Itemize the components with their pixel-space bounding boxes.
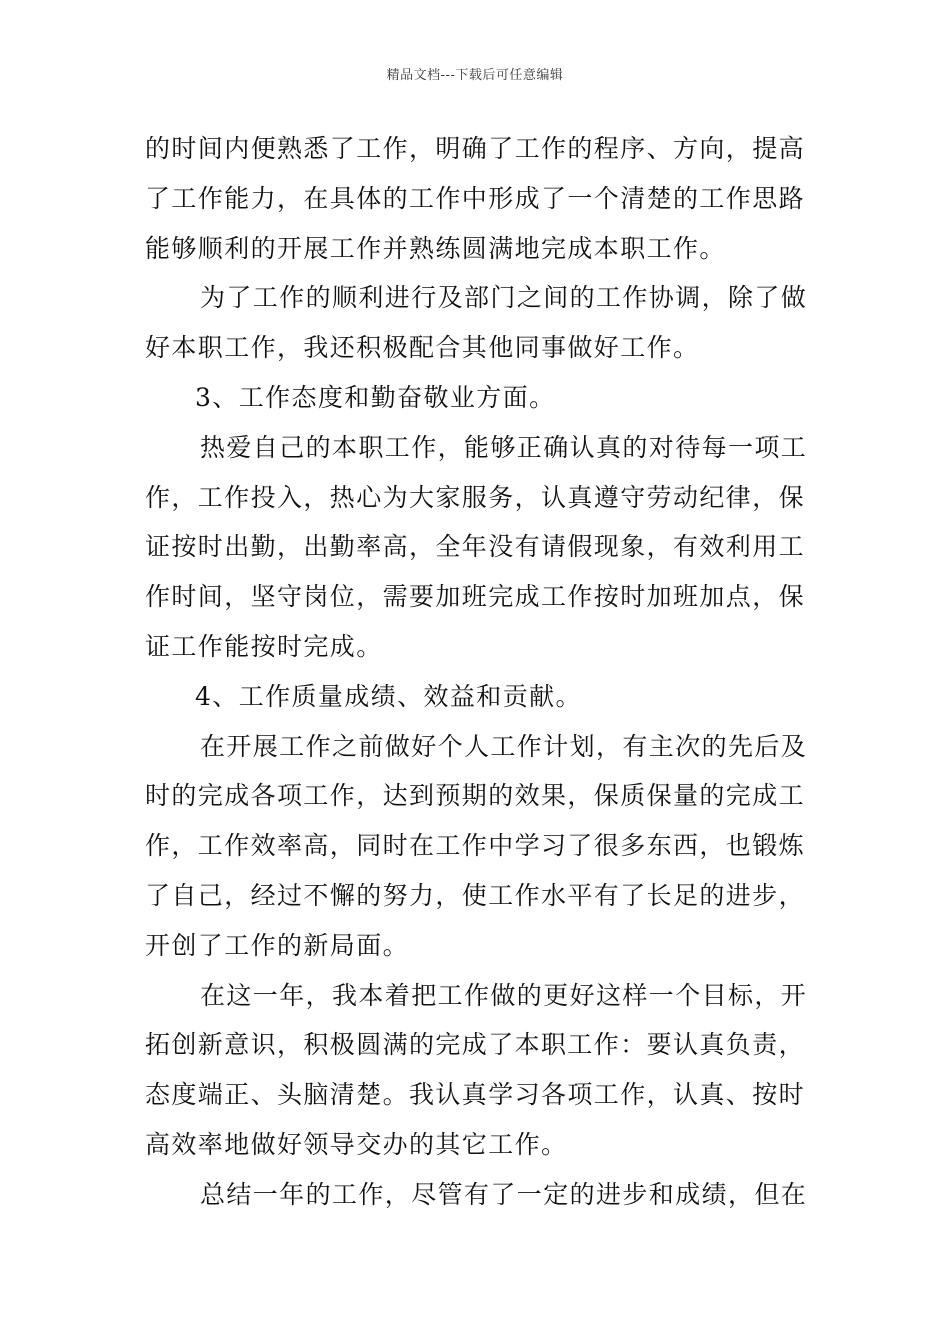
- text-line: 证工作能按时完成。: [145, 631, 383, 661]
- text-line: 了自己，经过不懈的努力，使工作水平有了长足的进步，: [145, 880, 806, 910]
- section-heading: 3、工作态度和勤奋敬业方面。: [195, 382, 556, 412]
- text-line: 证按时出勤，出勤率高，全年没有请假现象，有效利用工: [145, 532, 806, 562]
- text-line: 了工作能力，在具体的工作中形成了一个清楚的工作思路: [145, 183, 806, 213]
- text-line: 时的完成各项工作，达到预期的效果，保质保量的完成工: [145, 781, 806, 811]
- text-line: 高效率地做好领导交办的其它工作。: [145, 1129, 568, 1159]
- section-heading: 4、工作质量成绩、效益和贡献。: [195, 681, 582, 711]
- page-header: 精品文档---下载后可任意编辑: [386, 68, 564, 83]
- text-line: 在开展工作之前做好个人工作计划，有主次的先后及: [200, 731, 808, 761]
- document-body: [145, 124, 810, 1220]
- text-line: 的时间内便熟悉了工作，明确了工作的程序、方向，提高: [145, 134, 806, 163]
- text-line: 总结一年的工作，尽管有了一定的进步和成绩，但在: [200, 1179, 808, 1209]
- text-line: 拓创新意识，积极圆满的完成了本职工作：要认真负责，: [145, 1030, 806, 1060]
- text-line: 态度端正、头脑清楚。我认真学习各项工作，认真、按时: [145, 1080, 806, 1110]
- text-line: 在这一年，我本着把工作做的更好这样一个目标，开: [200, 980, 808, 1010]
- text-line: 开创了工作的新局面。: [145, 930, 410, 960]
- text-line: 能够顺利的开展工作并熟练圆满地完成本职工作。: [145, 233, 726, 263]
- text-line: 作，工作效率高，同时在工作中学习了很多东西，也锻炼: [145, 831, 806, 861]
- text-line: 为了工作的顺利进行及部门之间的工作协调，除了做: [200, 283, 808, 313]
- text-line: 好本职工作，我还积极配合其他同事做好工作。: [145, 333, 700, 363]
- text-line: 作，工作投入，热心为大家服务，认真遵守劳动纪律，保: [145, 482, 806, 512]
- text-line: 作时间，坚守岗位，需要加班完成工作按时加班加点，保: [145, 582, 806, 612]
- text-line: 热爱自己的本职工作，能够正确认真的对待每一项工: [200, 432, 808, 462]
